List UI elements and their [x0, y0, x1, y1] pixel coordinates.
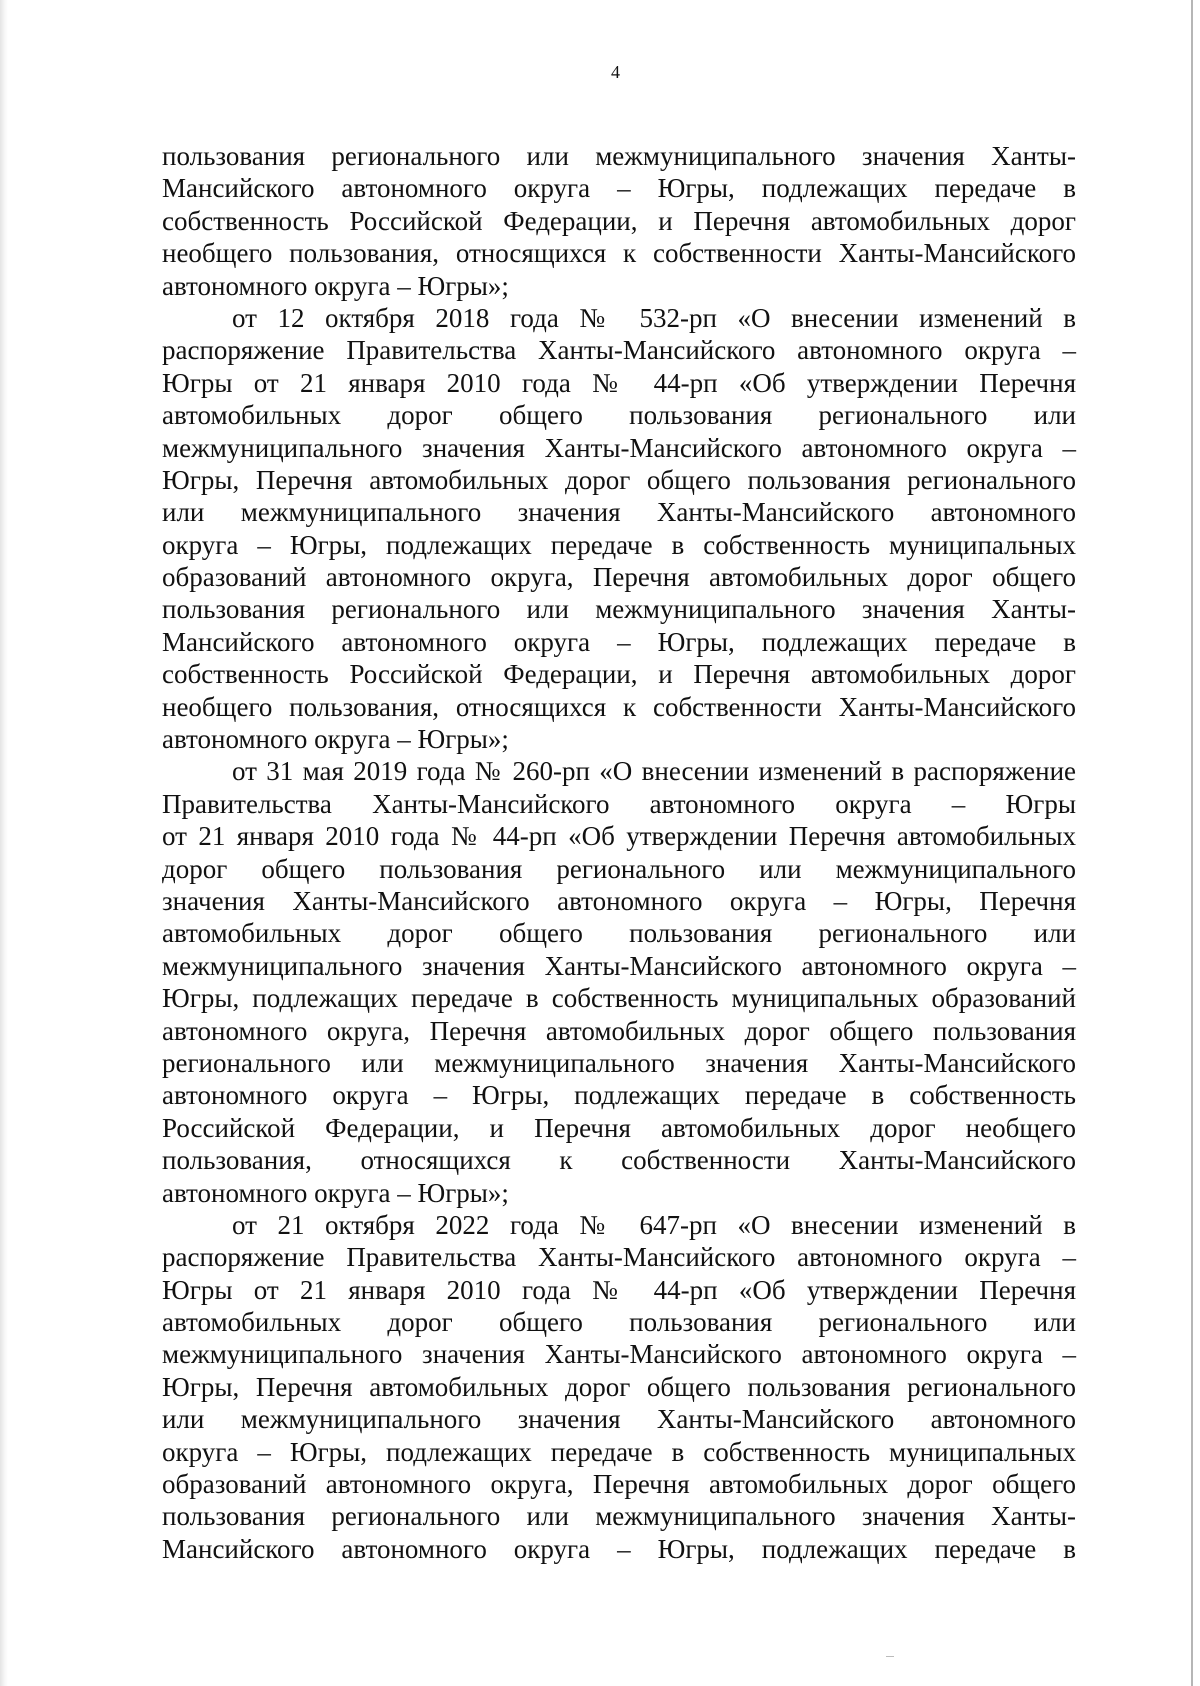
text-line: Правительства Ханты-Мансийского автономного округа – Югры [162, 788, 1076, 819]
text-line: распоряжение Правительства Ханты-Мансийского автономного округа – [162, 1242, 1076, 1273]
text-line: образований автономного округа, Перечня автомобильных дорог общего [162, 562, 1076, 593]
text-line: округа – Югры, подлежащих передаче в собственность муниципальных [162, 1436, 1076, 1467]
paragraph-start-line: от 12 октября 2018 года № 532-рп «О внесении изменений в [232, 302, 1076, 333]
document-body [162, 140, 1076, 1565]
text-line: дорог общего пользования регионального или межмуниципального [162, 853, 1076, 884]
text-line: необщего пользования, относящихся к собственности Ханты-Мансийского [162, 238, 1076, 269]
text-line: образований автономного округа, Перечня автомобильных дорог общего [162, 1469, 1076, 1500]
text-line: округа – Югры, подлежащих передаче в собственность муниципальных [162, 529, 1076, 560]
text-line: Мансийского автономного округа – Югры, подлежащих передаче в [162, 173, 1076, 204]
text-line: автономного округа – Югры, подлежащих передаче в собственность [162, 1080, 1076, 1111]
text-line: автономного округа, Перечня автомобильных дорог общего пользования [162, 1015, 1076, 1046]
text-line: или межмуниципального значения Ханты-Мансийского автономного [162, 1404, 1076, 1435]
scan-edge-right [1191, 0, 1193, 1686]
text-line: распоряжение Правительства Ханты-Мансийского автономного округа – [162, 335, 1076, 366]
text-line: пользования регионального или межмуниципального значения Ханты- [162, 141, 1076, 171]
text-line: пользования регионального или межмуниципального значения Ханты- [162, 594, 1076, 625]
text-line: собственность Российской Федерации, и Перечня автомобильных дорог [162, 659, 1076, 690]
text-line: Югры, Перечня автомобильных дорог общего пользования регионального [162, 1371, 1076, 1402]
text-line: Югры, подлежащих передаче в собственность муниципальных образований [162, 983, 1076, 1014]
text-line: пользования регионального или межмуниципального значения Ханты- [162, 1501, 1076, 1532]
text-line: Югры от 21 января 2010 года № 44-рп «Об утверждении Перечня [162, 1274, 1076, 1305]
text-line: Югры от 21 января 2010 года № 44-рп «Об утверждении Перечня [162, 367, 1076, 398]
text-line: Югры, Перечня автомобильных дорог общего пользования регионального [162, 464, 1076, 495]
text-line: автономного округа – Югры»; [162, 724, 509, 755]
text-line: Мансийского автономного округа – Югры, подлежащих передаче в [162, 626, 1076, 657]
text-line: Мансийского автономного округа – Югры, подлежащих передаче в [162, 1533, 1076, 1564]
text-line: необщего пользования, относящихся к собственности Ханты-Мансийского [162, 691, 1076, 722]
text-line: автомобильных дорог общего пользования регионального или [162, 400, 1076, 431]
text-line: автомобильных дорог общего пользования регионального или [162, 918, 1076, 949]
text-line: пользования, относящихся к собственности Ханты-Мансийского [162, 1145, 1076, 1176]
text-line: регионального или межмуниципального значения Ханты-Мансийского [162, 1047, 1076, 1078]
text-line: или межмуниципального значения Ханты-Мансийского автономного [162, 497, 1076, 528]
text-line: Российской Федерации, и Перечня автомобильных дорог необщего [162, 1112, 1076, 1143]
text-line: межмуниципального значения Ханты-Мансийского автономного округа – [162, 1339, 1076, 1370]
paragraph-start-line: от 31 мая 2019 года № 260-рп «О внесении изменений в распоряжение [232, 756, 1076, 787]
scan-edge-left [0, 0, 8, 1686]
text-line: автономного округа – Югры»; [162, 1177, 509, 1208]
text-line: от 21 января 2010 года № 44-рп «Об утверждении Перечня автомобильных [162, 821, 1076, 852]
text-line: значения Ханты-Мансийского автономного округа – Югры, Перечня [162, 885, 1076, 916]
scan-artifact-mark [886, 1656, 894, 1657]
paragraph-start-line: от 21 октября 2022 года № 647-рп «О внесении изменений в [232, 1209, 1076, 1240]
text-line: межмуниципального значения Ханты-Мансийского автономного округа – [162, 432, 1076, 463]
text-line: собственность Российской Федерации, и Перечня автомобильных дорог [162, 205, 1076, 236]
text-line: автономного округа – Югры»; [162, 270, 509, 301]
text-line: автомобильных дорог общего пользования регионального или [162, 1307, 1076, 1338]
text-line: межмуниципального значения Ханты-Мансийского автономного округа – [162, 950, 1076, 981]
page-number: 4 [611, 62, 620, 82]
